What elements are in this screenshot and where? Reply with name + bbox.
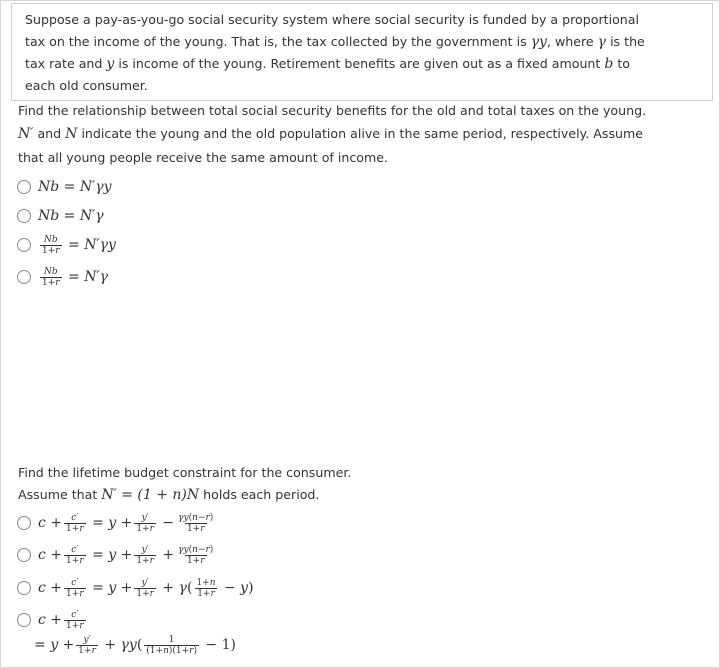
q1-line-1: Find the relationship between total social security benefits for the old and total taxes on the young. <box>18 103 647 118</box>
q2-line-1: Find the lifetime budget constraint for the consumer. <box>18 465 352 480</box>
radio-button[interactable] <box>17 548 31 562</box>
q2-option-a[interactable]: c + $\frac{c'}{1+r}$ = y + $\frac{y'}{1+r}$ − $\frac{\gamma y(n-r)}{1+r}$ <box>17 509 217 537</box>
radio-button[interactable] <box>17 613 31 627</box>
q2-line-2: Assume that N′ = (1 + n)N holds each period. <box>18 487 320 503</box>
statement-line-4: each old consumer. <box>25 78 148 93</box>
q2-option-d[interactable]: c + $\frac{c'}{1+r}$ <box>17 606 88 634</box>
radio-button[interactable] <box>17 238 31 252</box>
statement-line-2: tax on the income of the young. That is, the tax collected by the government is γy, where γ is the <box>25 34 645 50</box>
radio-button[interactable] <box>17 180 31 194</box>
radio-button[interactable] <box>17 516 31 530</box>
question-1-text <box>18 99 716 169</box>
q2-option-c[interactable]: c + $\frac{c'}{1+r}$ = y + $\frac{y'}{1+r}$ + γ ( $\frac{1+n}{1+r}$ − y ) <box>17 574 254 602</box>
q1-option-a[interactable]: Nb = N′γy <box>17 173 112 201</box>
q1-option-b[interactable]: Nb = N′γ <box>17 202 104 230</box>
q2-option-d-continued: = y + $\frac{y'}{1+r}$ + γy ( $\frac{1}{(1+n)(1+r)}$ − 1) <box>34 634 236 656</box>
q1-line-3: that all young people receive the same amount of income. <box>18 150 388 165</box>
q1-option-d[interactable]: $\frac{Nb}{1+r}$ = N′γ <box>17 263 108 291</box>
radio-button[interactable] <box>17 581 31 595</box>
question-2-text <box>18 462 716 506</box>
statement-line-3: tax rate and y is income of the young. Retirement benefits are given out as a fixed amount b to <box>25 56 631 72</box>
problem-statement <box>25 9 705 97</box>
q1-line-2: N′ and N indicate the young and the old population alive in the same period, respectively. Assume <box>18 126 644 142</box>
statement-line-1: Suppose a pay-as-you-go social security system where social security is funded by a proportional <box>25 12 639 27</box>
q1-option-c[interactable]: $\frac{Nb}{1+r}$ = N′γy <box>17 231 116 259</box>
radio-button[interactable] <box>17 270 31 284</box>
q2-option-b[interactable]: c + $\frac{c'}{1+r}$ = y + $\frac{y'}{1+r}$ + $\frac{\gamma y(n-r)}{1+r}$ <box>17 541 217 569</box>
radio-button[interactable] <box>17 209 31 223</box>
